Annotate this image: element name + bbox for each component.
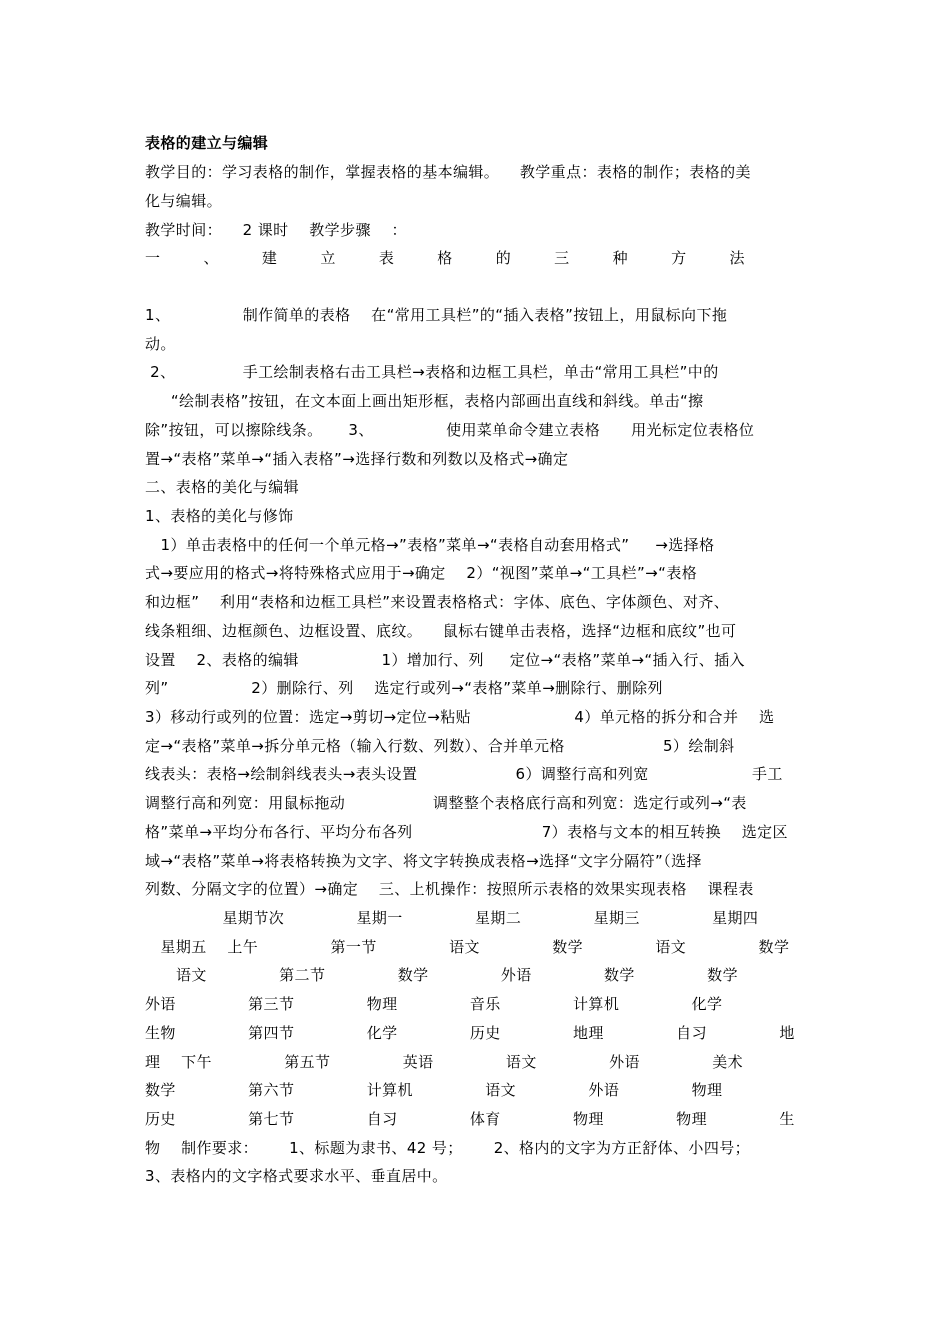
heading-char: 种 <box>612 249 629 267</box>
text-line: 2、 手工绘制表格右击工具栏→表格和边框工具栏，单击“常用工具栏”中的 <box>145 363 719 381</box>
text-line: 置→“表格”菜单→“插入表格”→选择行数和列数以及格式→确定 <box>145 450 569 468</box>
text-line: 列数、分隔文字的位置）→确定 三、上机操作：按照所示表格的效果实现表格 课程表 <box>145 880 754 898</box>
heading-char: 建 <box>261 249 278 267</box>
section-heading-spread <box>145 248 745 268</box>
text-line: 1、 制作简单的表格 在“常用工具栏”的“插入表格”按钮上，用鼠标向下拖 <box>145 306 728 324</box>
heading-char: 、 <box>203 249 219 267</box>
text-line: “绘制表格”按钮，在文本面上画出矩形框，表格内部画出直线和斜线。单击“擦 <box>145 392 704 410</box>
text-line: 3、表格内的文字格式要求水平、垂直居中。 <box>145 1167 448 1185</box>
text-line: 除”按钮，可以擦除线条。 3、 使用菜单命令建立表格 用光标定位表格位 <box>145 421 755 439</box>
text-line: 动。 <box>145 335 176 353</box>
text-line: 历史 第七节 自习 体育 物理 物理 生 <box>145 1110 795 1128</box>
text-line: 线表头：表格→绘制斜线表头→表头设置 6）调整行高和列宽 手工 <box>145 765 783 783</box>
text-line: 1、表格的美化与修饰 <box>145 507 294 525</box>
text-line: 物 制作要求： 1、标题为隶书、42 号； 2、格内的文字为方正舒体、小四号； <box>145 1139 751 1157</box>
text-line: 列” 2）删除行、列 选定行或列→“表格”菜单→删除行、删除列 <box>145 679 663 697</box>
text-line: 星期五 上午 第一节 语文 数学 语文 数学 <box>145 938 790 956</box>
text-line: 3）移动行或列的位置：选定→剪切→定位→粘贴 4）单元格的拆分和合并 选 <box>145 708 775 726</box>
text-line: 定→“表格”菜单→拆分单元格（输入行数、列数）、合并单元格 5）绘制斜 <box>145 737 735 755</box>
heading-char: 法 <box>729 249 745 267</box>
text-line: 生物 第四节 化学 历史 地理 自习 地 <box>145 1024 795 1042</box>
heading-char: 表 <box>378 249 395 267</box>
text-line: 格”菜单→平均分布各行、平均分布各列 7）表格与文本的相互转换 选定区 <box>145 823 788 841</box>
heading-char: 三 <box>554 249 570 267</box>
text-line: 教学时间： 2 课时 教学步骤 ： <box>145 221 407 239</box>
text-line: 和边框” 利用“表格和边框工具栏”来设置表格格式：字体、底色、字体颜色、对齐、 <box>145 593 730 611</box>
text-line: 语文 第二节 数学 外语 数学 数学 <box>145 966 738 984</box>
heading-char: 方 <box>671 249 687 267</box>
text-line: 设置 2、表格的编辑 1）增加行、列 定位→“表格”菜单→“插入行、插入 <box>145 651 745 669</box>
heading-char: 立 <box>320 249 336 267</box>
heading-char: 一 <box>145 249 161 267</box>
text-line: 星期节次 星期一 星期二 星期三 星期四 <box>145 909 759 927</box>
heading-char: 格 <box>437 249 453 267</box>
text-line: 域→“表格”菜单→将表格转换为文字、将文字转换成表格→选择“文字分隔符”（选择 <box>145 852 702 870</box>
text-line: 线条粗细、边框颜色、边框设置、底纹。 鼠标右键单击表格，选择“边框和底纹”也可 <box>145 622 737 640</box>
document-title: 表格的建立与编辑 <box>145 134 269 152</box>
text-line: 教学目的：学习表格的制作，掌握表格的基本编辑。 教学重点：表格的制作；表格的美 <box>145 163 751 181</box>
text-line: 理 下午 第五节 英语 语文 外语 美术 <box>145 1053 744 1071</box>
text-line: 1）单击表格中的任何一个单元格→”表格”菜单→“表格自动套用格式” →选择格 <box>145 536 715 554</box>
text-line: 二、表格的美化与编辑 <box>145 478 300 496</box>
text-line: 化与编辑。 <box>145 192 223 210</box>
text-line: 数学 第六节 计算机 语文 外语 物理 <box>145 1081 723 1099</box>
text-line: 调整行高和列宽：用鼠标拖动 调整整个表格底行高和列宽：选定行或列→“表 <box>145 794 747 812</box>
text-line: 式→要应用的格式→将特殊格式应用于→确定 2）“视图”菜单→“工具栏”→“表格 <box>145 564 698 582</box>
text-line: 外语 第三节 物理 音乐 计算机 化学 <box>145 995 723 1013</box>
heading-char: 的 <box>495 249 512 267</box>
